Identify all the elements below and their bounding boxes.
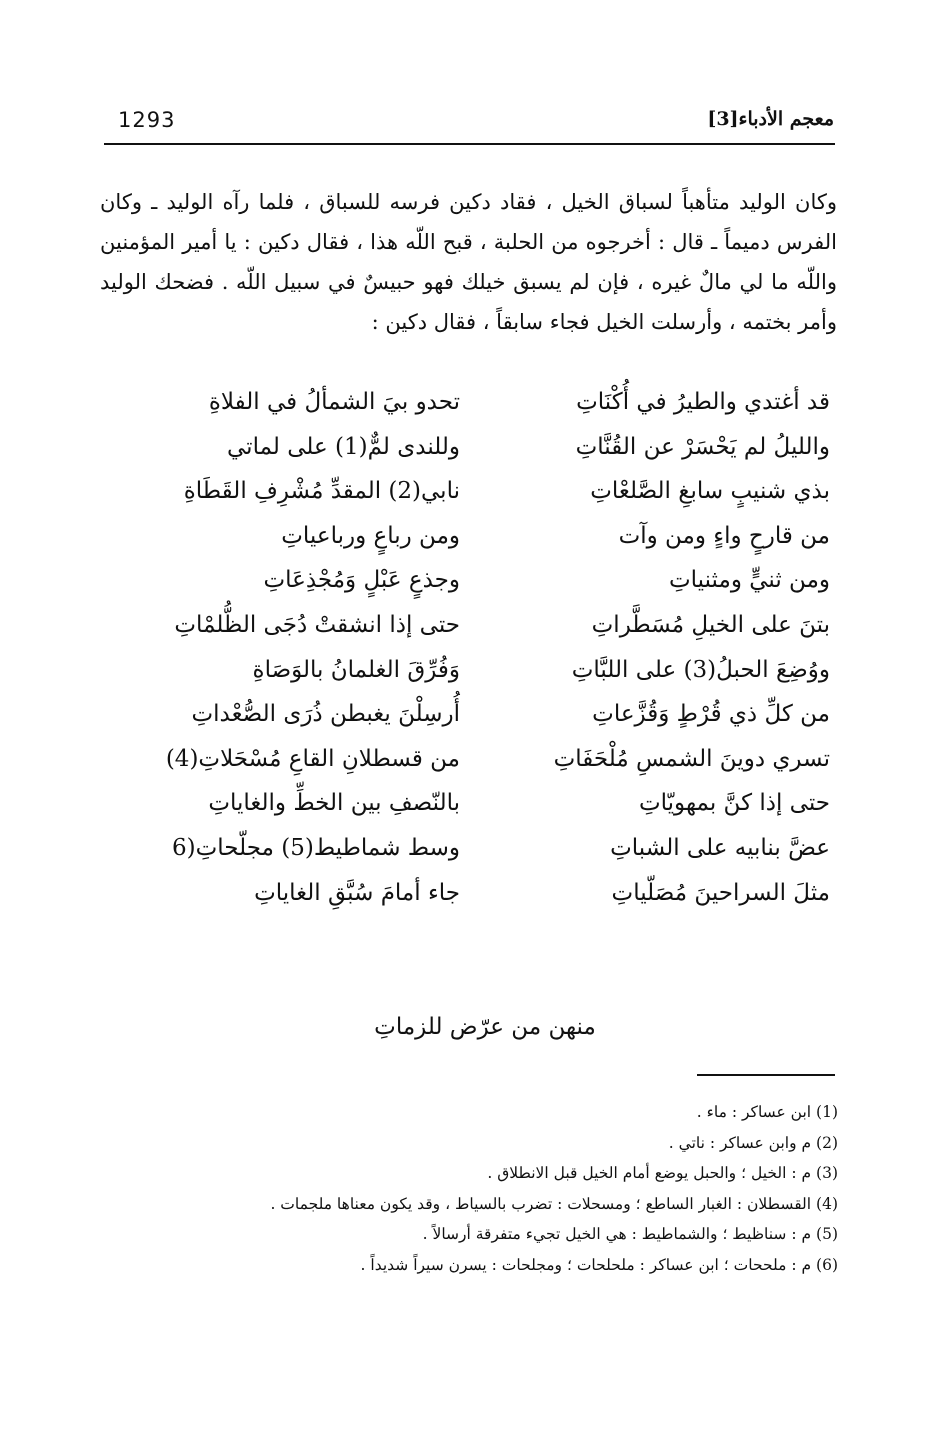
verse-first-hemistich: حتى إذا كنَّ بمهويّاتِ xyxy=(639,790,830,817)
footnote: (5) م : سناظيط ؛ والشماطيط : هي الخيل تجيء متفرقة أرسالاً . xyxy=(422,1225,838,1243)
final-verse: منهن من عرّض للزماتِ xyxy=(374,1014,596,1040)
verse-row xyxy=(140,382,830,427)
verse-second-hemistich: وجذعٍ عَبْلٍ وَمُجْذِعَاتِ xyxy=(263,567,460,594)
verse-row xyxy=(140,516,830,561)
verse-row xyxy=(140,873,830,918)
verse-second-hemistich: بالنّصفِ بين الخطِّ والغاياتِ xyxy=(208,790,460,817)
verse-second-hemistich: وسط شماطيط(5) مجلّحاتِ(6 xyxy=(172,834,460,861)
verse-first-hemistich: من كلِّ ذي قُرْطٍ وَقُزَّعاتِ xyxy=(592,701,830,728)
verse-first-hemistich: عضَّ بنابيه على الشباتِ xyxy=(610,834,830,861)
verse-second-hemistich: من قسطلانِ القاعِ مُسْحَلاتِ(4) xyxy=(165,745,460,772)
verse-row xyxy=(140,605,830,650)
verse-second-hemistich: جاء أمامَ سُبَّقِ الغاياتِ xyxy=(254,879,460,906)
verse-first-hemistich: تسري دوينَ الشمسِ مُلْحَفَاتِ xyxy=(553,745,830,772)
verse-first-hemistich: من قارحٍ واءٍ ومن وآت xyxy=(618,522,830,549)
verse-row xyxy=(140,783,830,828)
verse-second-hemistich: نابي(2) المقدِّ مُشْرِفِ القَطَاةِ xyxy=(183,478,460,505)
footnote: (2) م وابن عساكر : ناتي . xyxy=(668,1133,838,1152)
verse-second-hemistich: أُرسِلْنَ يغبطن ذُرَى الصُّعْداتِ xyxy=(191,701,460,728)
verse-second-hemistich: وَفُرِّقَ الغلمانُ بالوَصَاةِ xyxy=(252,656,460,683)
footnote: (1) ابن عساكر : ماء . xyxy=(696,1103,838,1121)
footnote: (3) م : الخيل ؛ والحبل يوضع أمام الخيل قبل الانطلاق . xyxy=(487,1164,838,1182)
verse-second-hemistich: حتى إذا انشقتْ دُجَى الظُّلمْاتِ xyxy=(174,611,460,638)
poem xyxy=(140,382,830,917)
verse-row xyxy=(140,828,830,873)
verse-first-hemistich: والليلُ لم يَحْسَرْ عن القُنَّاتِ xyxy=(575,433,830,460)
footnote-rule xyxy=(697,1074,835,1076)
prose-text: وكان الوليد متأهباً لسباق الخيل ، فقاد دكين فرسه للسباق ، فلما رآه الوليد ـ وكان الفرس دميماً ـ قال : أخرجوه من الحلبة ، قبح اللّه هذا ، فقال دكين : يا أمير المؤمنين واللّه ما لي مالٌ غيره ، فإن لم يسبق خيلك فهو حبيسٌ في سبيل اللّه . فضحك الوليد وأمر بختمه ، وأرسلت الخيل فجاء سابقاً ، فقال دكين : xyxy=(100,190,837,334)
footnote: (6) م : ملححات ؛ ابن عساكر : ملحلحات ؛ ومجلحات : يسرن سيراً شديداً . xyxy=(360,1255,838,1274)
verse-first-hemistich: بتنَ على الخيلِ مُسَطَّراتِ xyxy=(591,611,830,638)
verse-row xyxy=(140,471,830,516)
running-title: معجم الأدباء[3] xyxy=(707,108,834,130)
verse-row xyxy=(140,694,830,739)
verse-row xyxy=(140,650,830,695)
footnotes xyxy=(150,1097,838,1280)
prose-paragraph xyxy=(100,182,837,342)
verse-first-hemistich: قد أغتدي والطيرُ في أُكْنَاتِ xyxy=(576,389,830,415)
page-number: 1293 xyxy=(118,108,176,132)
header-rule xyxy=(104,143,835,145)
verse-first-hemistich: مثلَ السراحينَ مُصَلّياتِ xyxy=(611,879,830,906)
verse-second-hemistich: وللندى لمٌّ(1) على لماتي xyxy=(227,433,460,460)
footnote: (4) القسطلان : الغبار الساطع ؛ ومسحلات : تضرب بالسياط ، وقد يكون معناها ملجمات . xyxy=(270,1194,838,1213)
verse-row xyxy=(140,427,830,472)
verse-first-hemistich: ومن ثنيٍّ ومثنياتِ xyxy=(669,567,830,594)
page-header xyxy=(118,104,834,140)
verse-first-hemistich: ووُضِعَ الحبلُ(3) على اللبَّاتِ xyxy=(571,656,830,683)
verse-second-hemistich: ومن رباعٍ ورباعياتِ xyxy=(281,522,460,549)
verse-first-hemistich: بذي شنيبٍ سابغِ الصَّلعْاتِ xyxy=(590,478,830,505)
verse-row xyxy=(140,739,830,784)
verse-row xyxy=(140,560,830,605)
verse-second-hemistich: تحدو بيَ الشمألُ في الفلاةِ xyxy=(208,389,460,415)
